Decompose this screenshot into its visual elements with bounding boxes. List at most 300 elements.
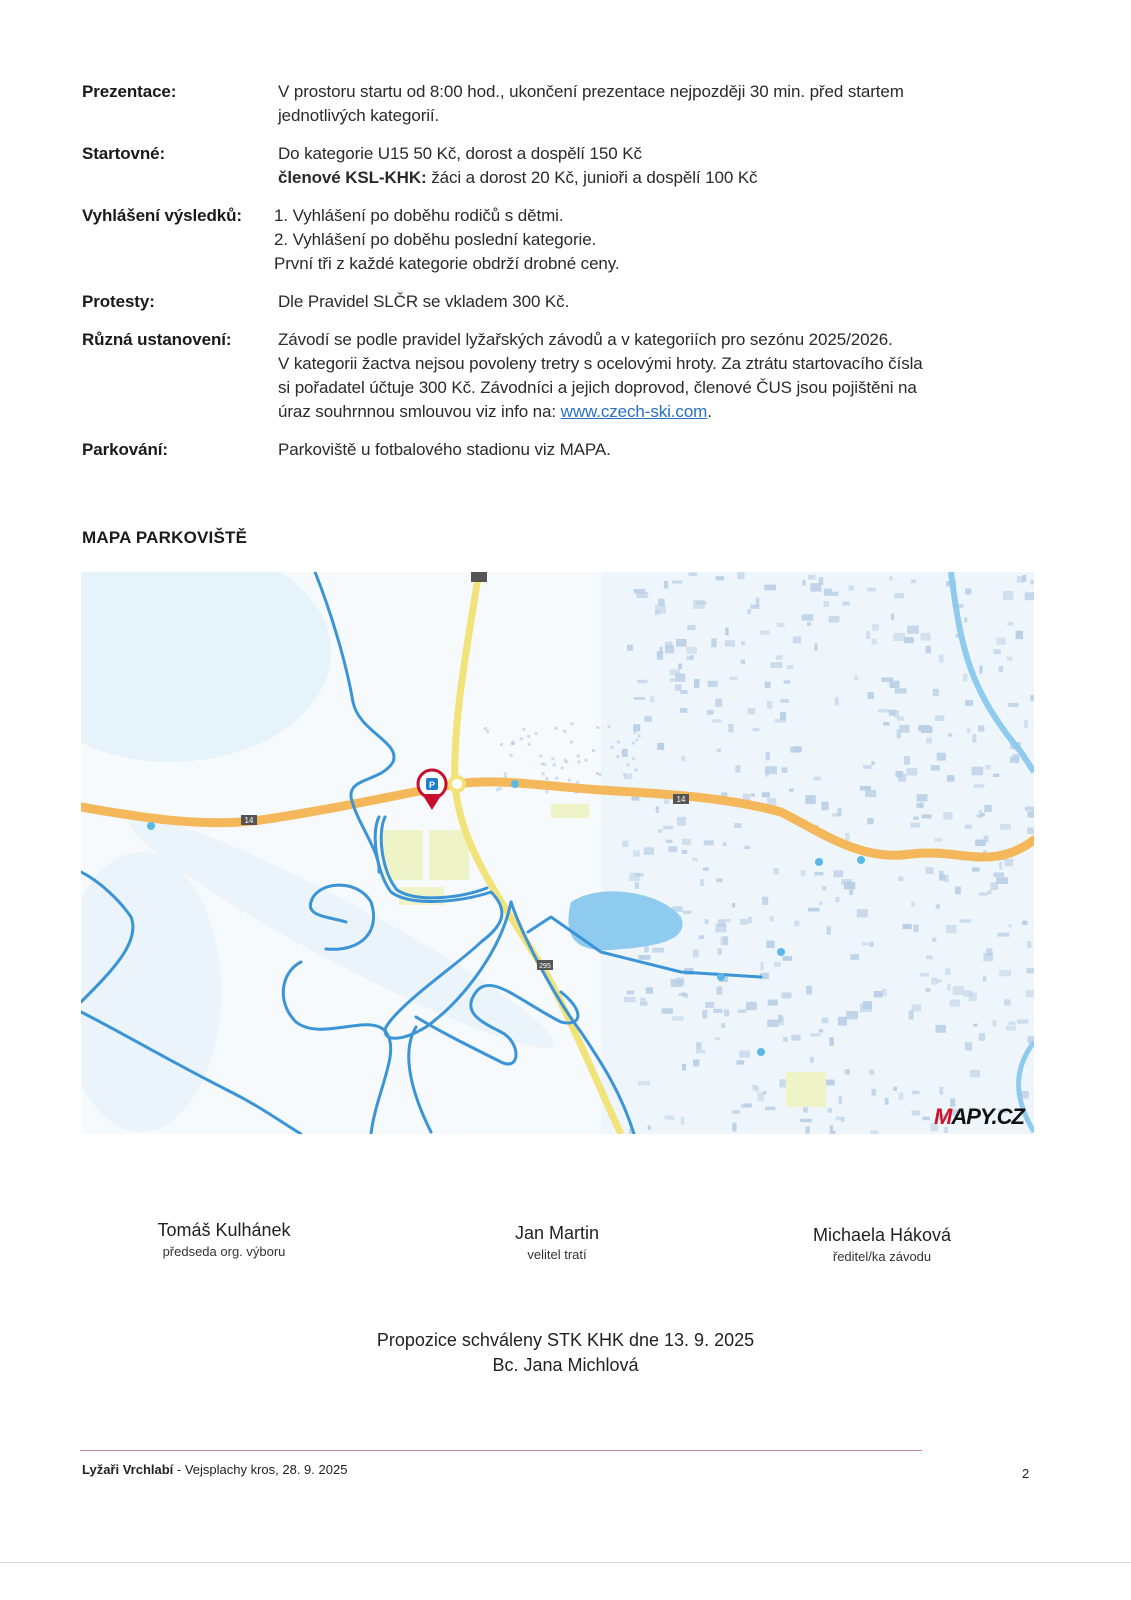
building	[636, 592, 648, 598]
building	[740, 919, 748, 925]
building	[635, 882, 639, 889]
building	[866, 631, 870, 639]
startovne-members-line	[278, 166, 1042, 190]
building	[746, 1002, 757, 1010]
building	[681, 756, 685, 761]
building	[717, 749, 721, 752]
signature-role: ředitel/ka závodu	[832, 1249, 932, 1264]
building	[633, 731, 636, 734]
building	[997, 933, 1009, 937]
building	[839, 1096, 842, 1105]
building	[717, 948, 721, 954]
building	[832, 592, 839, 596]
building	[699, 935, 704, 939]
building	[872, 639, 877, 645]
building	[608, 726, 611, 729]
building	[830, 1125, 833, 1131]
ustanoveni-line: Závodí se podle pravidel lyžařských závodů a v kategoriích pro sezónu 2025/2026.	[278, 330, 893, 349]
building	[913, 817, 918, 820]
ustanoveni-line: V kategorii žactva nejsou povoleny tretry s ocelovými hroty. Za ztrátu startovacího čísla	[278, 354, 923, 373]
building	[657, 743, 664, 750]
building	[984, 805, 992, 812]
building	[484, 727, 487, 730]
value-protesty: Dle Pravidel SLČR se vkladem 300 Kč.	[278, 292, 570, 311]
building	[791, 1035, 800, 1041]
building	[911, 823, 921, 828]
label-prezentace: Prezentace:	[82, 82, 177, 101]
building	[644, 716, 652, 722]
startovne-line: Do kategorie U15 50 Kč, dorost a dospělí 150 Kč	[278, 144, 642, 163]
building	[936, 904, 940, 909]
building	[750, 605, 759, 609]
building	[863, 765, 872, 769]
building	[945, 968, 951, 975]
building	[926, 867, 934, 874]
building	[903, 924, 912, 929]
building	[717, 986, 723, 994]
building	[819, 901, 823, 905]
building	[761, 962, 764, 970]
building	[844, 882, 855, 889]
members-label: členové KSL-KHK:	[278, 168, 427, 187]
building	[943, 812, 952, 820]
approval-line: Propozice schváleny STK KHK dne 13. 9. 2025	[376, 1330, 755, 1350]
building	[963, 990, 972, 997]
building	[715, 1037, 720, 1040]
footer-org: Lyžaři Vrchlabí	[82, 1462, 174, 1477]
building	[780, 699, 788, 703]
building	[510, 754, 513, 757]
building	[889, 576, 892, 580]
building	[767, 701, 773, 709]
building	[972, 734, 976, 742]
building	[622, 841, 628, 848]
parking-map[interactable]	[81, 572, 1034, 1134]
building	[728, 724, 733, 732]
building	[1010, 757, 1019, 763]
building	[912, 1091, 919, 1095]
building	[814, 872, 823, 876]
building	[672, 1016, 683, 1021]
building	[794, 921, 799, 927]
building	[662, 1008, 673, 1013]
building	[578, 760, 581, 763]
signature-block	[104, 1218, 344, 1262]
building	[845, 833, 850, 840]
building	[658, 599, 665, 606]
building	[723, 842, 727, 846]
building	[911, 902, 915, 907]
building	[671, 979, 682, 987]
building	[500, 743, 503, 746]
building	[741, 659, 745, 664]
building	[741, 641, 745, 645]
building	[741, 1104, 751, 1108]
building	[806, 986, 812, 995]
building	[960, 919, 971, 922]
building	[774, 962, 781, 967]
ustanoveni-line	[278, 400, 1042, 424]
building	[974, 1024, 978, 1027]
value-startovne	[278, 142, 1042, 190]
building	[894, 593, 904, 598]
building	[576, 781, 579, 784]
building	[894, 710, 899, 717]
building	[707, 710, 714, 715]
building	[689, 573, 698, 577]
building	[830, 1131, 836, 1134]
building	[725, 640, 735, 646]
building	[996, 638, 1005, 645]
building	[921, 633, 931, 641]
building	[755, 1086, 759, 1092]
building	[963, 674, 968, 682]
building	[947, 984, 950, 991]
building	[863, 1001, 872, 1009]
building	[748, 917, 752, 924]
building	[946, 925, 956, 933]
building	[646, 987, 653, 993]
building	[922, 814, 932, 818]
building	[932, 938, 936, 942]
building	[713, 1009, 722, 1013]
building	[822, 886, 826, 891]
building	[775, 719, 787, 723]
building	[1025, 807, 1034, 811]
building	[994, 873, 1005, 878]
label-protesty: Protesty:	[82, 292, 155, 311]
building	[872, 624, 879, 631]
building	[624, 997, 636, 1002]
building	[527, 735, 530, 738]
building	[704, 840, 714, 845]
building	[732, 1123, 736, 1132]
building	[827, 926, 831, 935]
building	[800, 1119, 812, 1122]
building	[664, 799, 669, 804]
building	[616, 755, 619, 758]
building	[993, 1020, 997, 1026]
building	[865, 790, 876, 797]
building	[705, 919, 709, 924]
building	[1008, 622, 1014, 626]
signature-block	[762, 1223, 1002, 1267]
building	[729, 677, 737, 680]
building	[553, 763, 556, 766]
building	[979, 1033, 985, 1041]
building	[920, 973, 929, 976]
building	[824, 589, 832, 596]
building	[545, 790, 548, 793]
building	[899, 725, 909, 733]
building	[511, 741, 514, 744]
building	[627, 645, 633, 651]
row-startovne	[82, 142, 1042, 190]
building	[912, 1004, 922, 1011]
info-table	[82, 80, 1042, 476]
building	[520, 737, 523, 740]
ustanoveni-prefix: úraz souhrnnou smlouvou viz info na:	[278, 402, 561, 421]
building	[933, 689, 939, 696]
building	[783, 1037, 788, 1042]
building	[768, 1000, 778, 1006]
building	[1000, 824, 1011, 830]
building	[822, 1018, 829, 1024]
building	[802, 580, 805, 586]
building	[677, 817, 686, 826]
building	[650, 696, 654, 702]
building	[668, 846, 677, 852]
building	[682, 850, 687, 854]
building	[555, 727, 558, 730]
building	[931, 978, 938, 985]
building	[829, 616, 840, 623]
building	[935, 715, 945, 721]
building	[922, 1117, 929, 1121]
building	[1026, 990, 1034, 997]
building	[682, 1064, 686, 1071]
building	[678, 664, 682, 670]
building	[535, 732, 538, 735]
building	[735, 765, 740, 772]
building	[762, 897, 768, 905]
footer-text	[82, 1462, 347, 1477]
building	[939, 875, 945, 881]
czech-ski-link[interactable]: www.czech-ski.com	[560, 402, 708, 421]
building	[871, 761, 874, 765]
building	[664, 581, 669, 589]
building	[895, 688, 907, 693]
building	[805, 1126, 809, 1133]
building	[676, 639, 687, 647]
building	[739, 1051, 750, 1058]
building	[926, 955, 932, 959]
building	[950, 1000, 960, 1007]
building	[504, 773, 507, 776]
building	[999, 970, 1011, 976]
building	[808, 575, 816, 580]
building	[801, 870, 806, 876]
building	[542, 772, 545, 775]
prezentace-line: V prostoru startu od 8:00 hod., ukončení prezentace nejpozději 30 min. před startem	[278, 82, 904, 101]
building	[663, 826, 673, 829]
building	[947, 775, 955, 782]
building	[883, 722, 889, 726]
ustanoveni-suffix: .	[707, 402, 712, 421]
value-vysledky	[274, 204, 1042, 276]
building	[926, 988, 931, 992]
building	[1030, 580, 1033, 584]
building	[766, 752, 770, 761]
building	[970, 1070, 980, 1078]
building	[665, 642, 672, 649]
building	[638, 734, 641, 737]
building	[869, 1070, 874, 1075]
building	[824, 601, 830, 607]
building	[918, 725, 930, 731]
value-ustanoveni	[278, 328, 1042, 424]
building	[635, 739, 638, 742]
building	[999, 666, 1004, 672]
building	[765, 682, 771, 688]
building	[680, 708, 688, 713]
building	[766, 941, 774, 949]
building	[747, 609, 751, 614]
value-prezentace	[278, 80, 1042, 128]
building	[692, 858, 697, 861]
building	[867, 818, 873, 824]
building	[810, 1033, 820, 1036]
map-graphic	[81, 572, 1034, 1134]
building	[939, 1087, 943, 1095]
building	[893, 633, 905, 641]
label-ustanoveni: Různá ustanovení:	[82, 330, 232, 349]
building	[552, 757, 555, 760]
building	[1022, 921, 1027, 925]
building	[972, 767, 984, 775]
building	[528, 743, 531, 746]
building	[849, 890, 853, 895]
building	[821, 802, 828, 811]
building	[1006, 1026, 1016, 1031]
building	[726, 919, 730, 922]
scan-edge	[0, 1562, 1131, 1563]
building	[568, 779, 571, 782]
building	[762, 792, 770, 797]
mapy-cz-logo: MAPY.CZ	[934, 1104, 1024, 1129]
building	[696, 1050, 705, 1054]
building	[937, 753, 946, 761]
row-vysledky	[82, 204, 1042, 276]
building	[931, 765, 940, 770]
page-number: 2	[1022, 1466, 1030, 1481]
row-parkovani	[82, 438, 1042, 462]
building	[965, 1042, 972, 1050]
building	[687, 625, 695, 630]
building	[571, 722, 574, 725]
building	[634, 697, 645, 700]
building	[953, 986, 964, 995]
building	[622, 749, 628, 757]
building	[926, 738, 932, 744]
building	[770, 916, 774, 921]
building	[983, 976, 987, 981]
building	[715, 699, 722, 707]
building	[648, 1125, 651, 1130]
building	[627, 991, 634, 995]
building	[945, 875, 949, 882]
building	[716, 576, 725, 580]
building	[843, 602, 850, 606]
building	[1030, 695, 1034, 701]
building	[793, 746, 802, 752]
building	[991, 882, 999, 890]
building	[782, 767, 788, 773]
building	[499, 787, 502, 790]
roundabout	[450, 777, 464, 791]
building	[665, 1116, 675, 1120]
building	[632, 797, 640, 801]
building	[939, 655, 944, 663]
building	[705, 1002, 714, 1008]
building	[891, 614, 894, 621]
building	[733, 1110, 740, 1114]
building	[867, 588, 876, 592]
vysledky-line: 1. Vyhlášení po doběhu rodičů s dětmi.	[274, 206, 564, 225]
building	[633, 724, 640, 731]
building	[916, 803, 923, 808]
building	[736, 1060, 744, 1064]
building	[1009, 1022, 1016, 1026]
building	[708, 681, 718, 687]
building	[787, 665, 794, 669]
building	[870, 942, 874, 947]
building	[983, 953, 993, 962]
building	[765, 766, 777, 774]
building	[658, 829, 663, 833]
building	[898, 876, 903, 881]
building	[993, 649, 1000, 654]
row-prezentace	[82, 80, 1042, 128]
building	[1027, 941, 1031, 948]
building	[539, 755, 542, 758]
building	[904, 637, 914, 643]
parking-marker[interactable]	[418, 770, 446, 810]
building	[744, 846, 750, 849]
building	[975, 840, 985, 846]
building	[1025, 592, 1034, 600]
building	[771, 662, 783, 668]
building	[893, 1087, 897, 1091]
building	[835, 697, 839, 705]
map-title: MAPA PARKOVIŠTĚ	[82, 528, 248, 547]
building	[861, 942, 868, 946]
building	[832, 813, 841, 816]
building	[563, 730, 566, 733]
building	[738, 1010, 747, 1014]
building	[570, 740, 573, 743]
building	[848, 586, 854, 591]
building	[725, 628, 729, 636]
building	[904, 756, 910, 765]
building	[599, 773, 602, 776]
building	[693, 950, 699, 958]
building	[635, 873, 644, 876]
building	[814, 777, 821, 781]
building	[854, 676, 858, 680]
building	[1009, 924, 1013, 927]
building	[711, 638, 716, 647]
building	[623, 774, 626, 777]
building	[496, 788, 499, 791]
building	[819, 577, 824, 585]
signature-block	[437, 1221, 677, 1265]
building	[807, 622, 812, 626]
building	[1027, 828, 1034, 835]
building	[565, 760, 568, 763]
building	[700, 879, 704, 886]
label-vysledky: Vyhlášení výsledků:	[82, 206, 242, 225]
building	[979, 893, 987, 896]
building	[696, 1042, 702, 1049]
signature-role: předseda org. výboru	[162, 1244, 286, 1259]
building	[681, 1117, 685, 1125]
building	[909, 1011, 914, 1020]
building	[703, 868, 709, 871]
building	[985, 765, 990, 770]
building	[980, 666, 983, 674]
building	[846, 1011, 858, 1019]
